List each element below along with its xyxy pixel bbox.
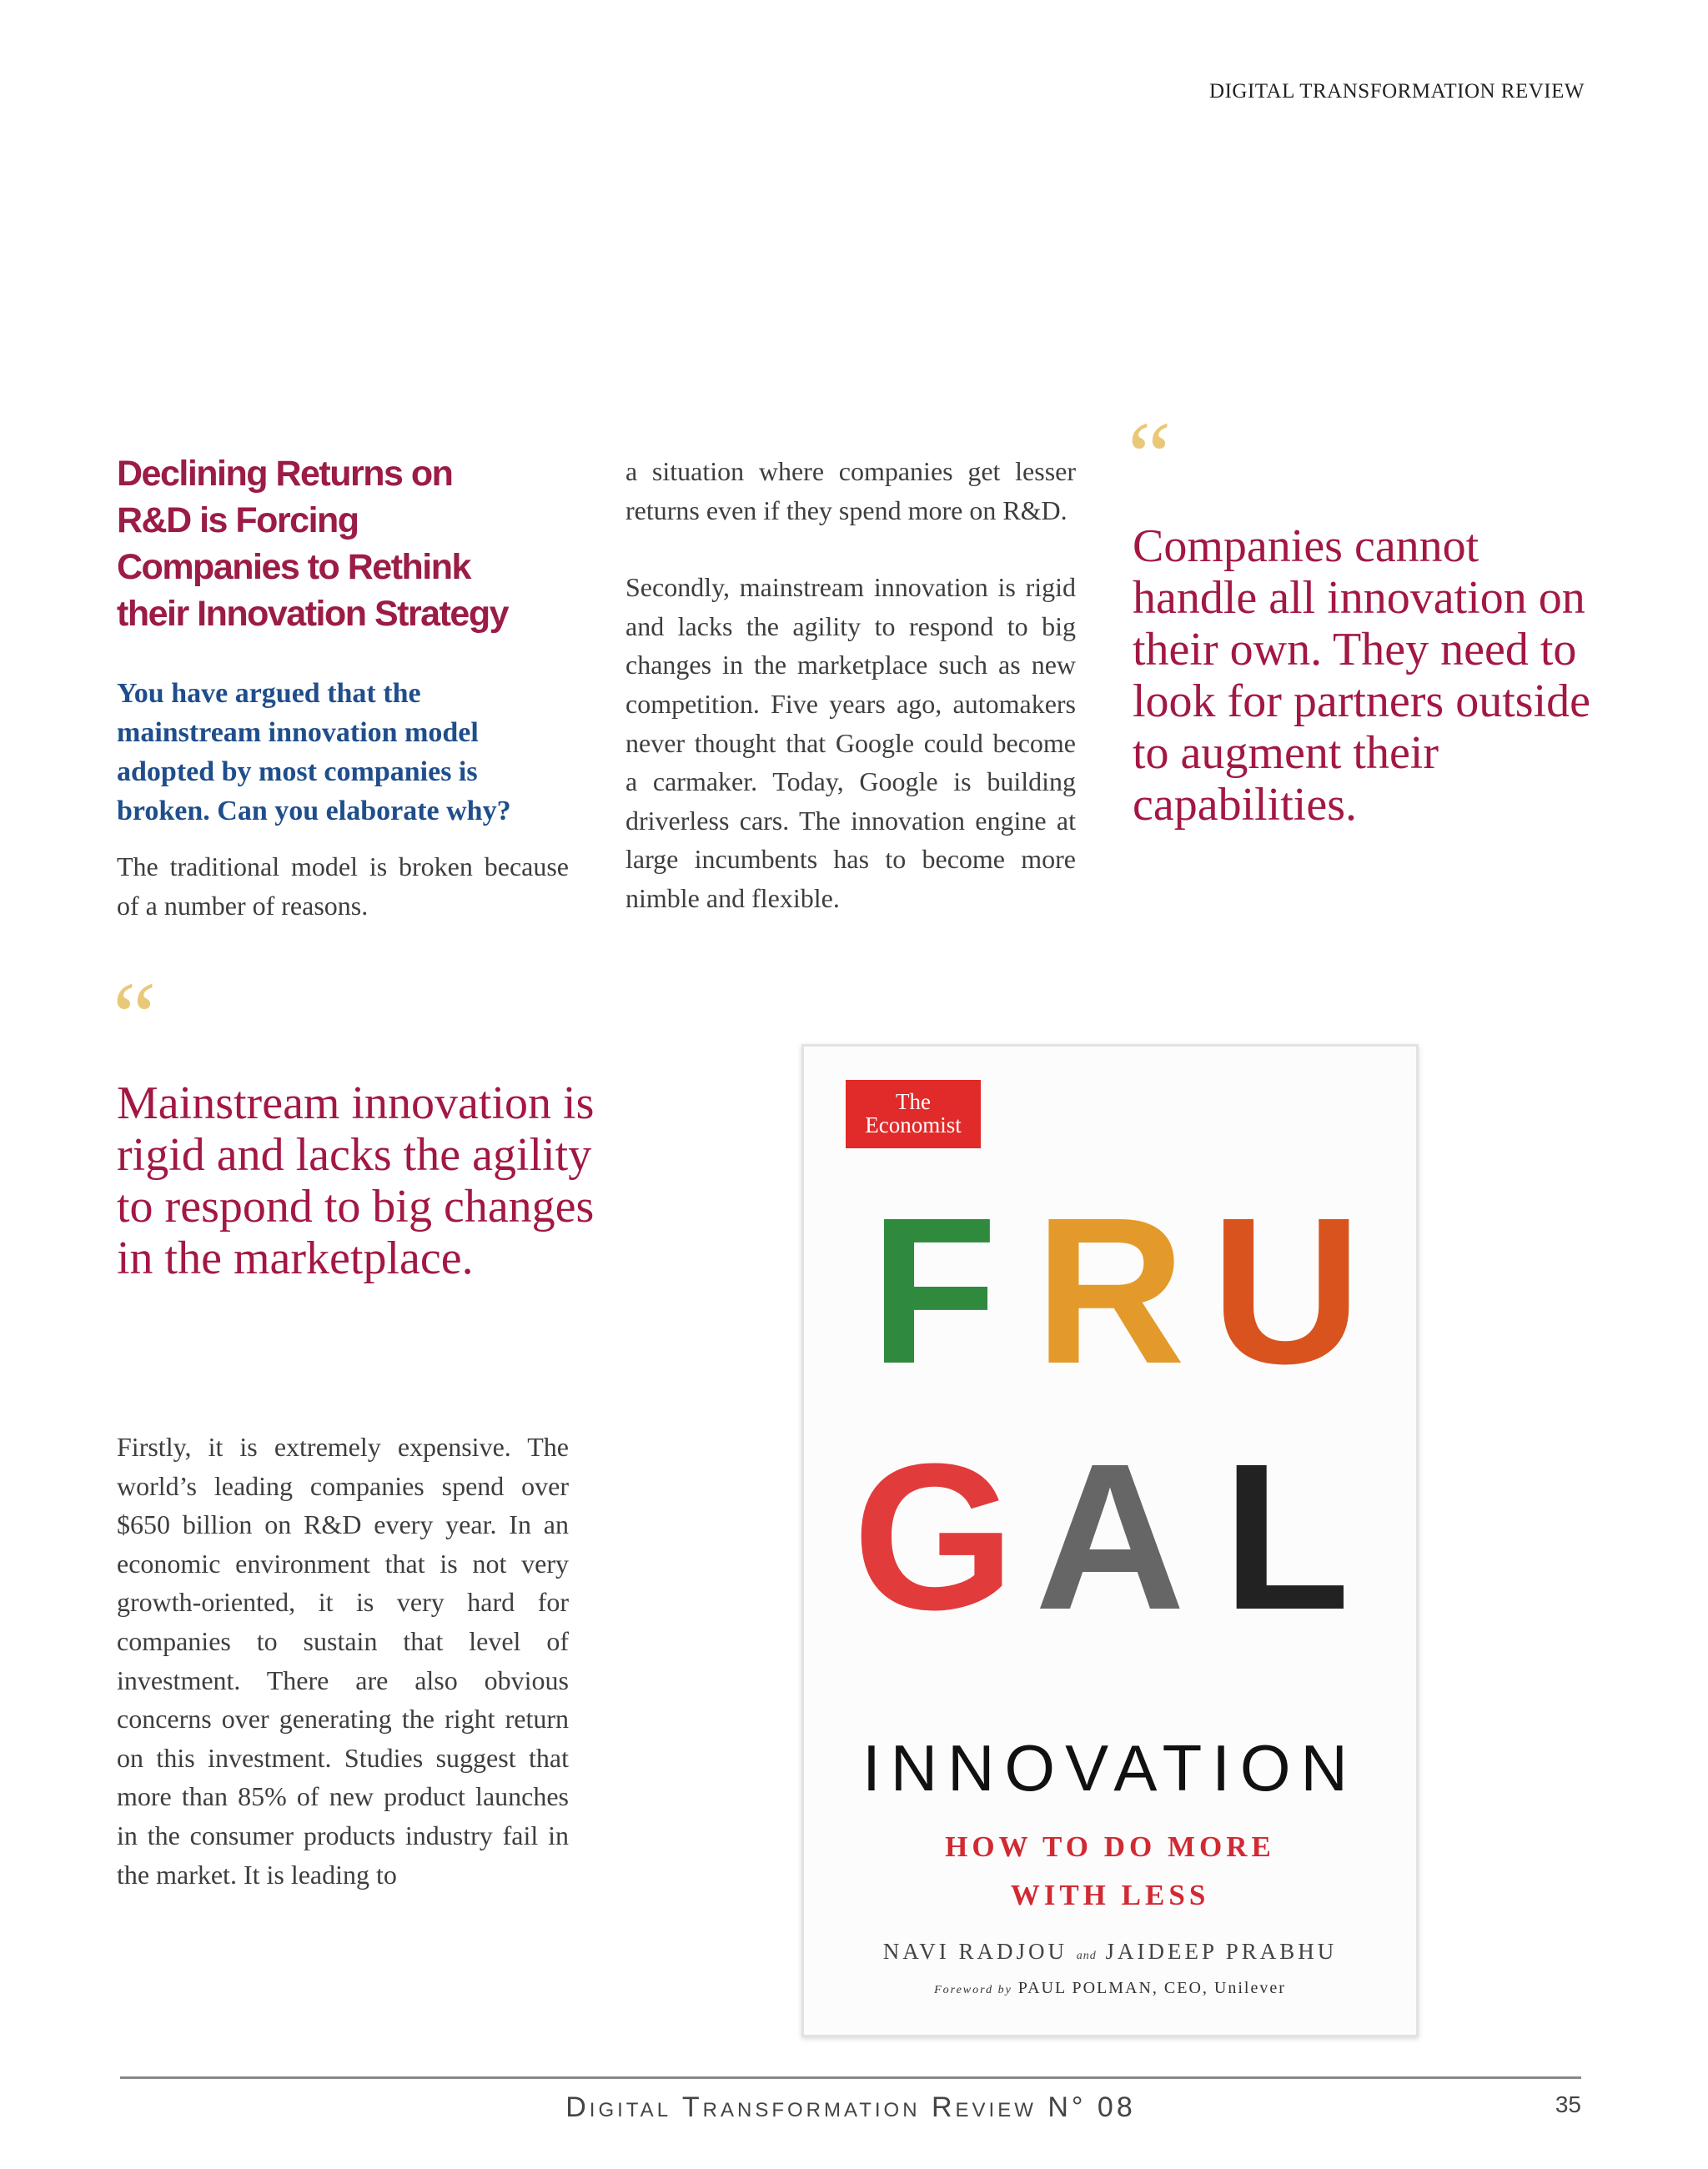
title-art-letter: F: [870, 1174, 998, 1407]
book-subtitle-2: WITH LESS: [1010, 1879, 1210, 1911]
body-paragraph: Secondly, mainstream innovation is rigid and lacks the agility to respond to big changes in the marketplace such as new competition. Five years ago, automakers never thought that Google could become a carmaker. Today, Google is building driverless cars. The innovation engine at large incumbents has to become more nimble and flexible.: [625, 572, 1076, 913]
book-cover-image: [801, 1044, 1419, 2037]
body-paragraph: a situation where companies get lesser returns even if they spend more on R&D.: [625, 456, 1076, 525]
quote-mark-icon: “: [1128, 401, 1172, 510]
answer-intro: The traditional model is broken because of a number of reasons.: [117, 851, 569, 921]
pull-quote-text: Mainstream innovation is rigid and lacks the agility to respond to big changes in the marketplace.: [117, 1077, 595, 1284]
interview-question: You have argued that the mainstream innovation model adopted by most companies is broken. Can you elaborate why?: [117, 678, 511, 826]
section-title: Declining Returns on R&D is Forcing Companies to Rethink their Innovation Strategy: [117, 454, 509, 634]
footer-divider: [120, 2076, 1581, 2079]
book-authors: NAVI RADJOU and JAIDEEP PRABHU: [882, 1939, 1338, 1964]
quote-mark-icon: “: [113, 961, 157, 1071]
page-number: 35: [1555, 2091, 1581, 2117]
footer-title: Digital Transformation Review N° 08: [565, 2091, 1136, 2123]
book-title: INNOVATION: [862, 1731, 1358, 1805]
title-art-letter: R: [1034, 1174, 1186, 1407]
pull-quote-text: Companies cannot handle all innovation on their own. They need to look for partners outside to augment their capabilities.: [1133, 520, 1590, 831]
publisher-logo: The Economist: [846, 1080, 981, 1148]
title-art-letter: U: [1211, 1174, 1362, 1407]
title-art-letter: A: [1034, 1420, 1186, 1653]
title-art-letter: L: [1222, 1420, 1350, 1653]
book-subtitle-1: HOW TO DO MORE: [945, 1830, 1275, 1863]
frugal-title-art: [846, 1172, 1374, 1655]
title-art-letter: G: [852, 1420, 1015, 1653]
running-head: DIGITAL TRANSFORMATION REVIEW: [1209, 80, 1585, 103]
body-paragraph: Firstly, it is extremely expensive. The world’s leading companies spend over $650 billion on R&D every year. In an economic environment that is not very growth-oriented, it is very hard for companies to sustain that level of investment. There are also obvious concerns over generating the right return on this investment. Studies suggest that more than 85% of new product launches in the consumer products industry fail in the market. It is leading to: [117, 1432, 569, 1890]
left-pull-quote: [117, 1077, 600, 1284]
middle-column: [625, 452, 1076, 918]
right-pull-quote: [1133, 520, 1600, 831]
book-foreword: Foreword by PAUL POLMAN, CEO, Unilever: [934, 1979, 1286, 1997]
left-column: [117, 450, 569, 925]
left-body: [117, 1428, 569, 1894]
